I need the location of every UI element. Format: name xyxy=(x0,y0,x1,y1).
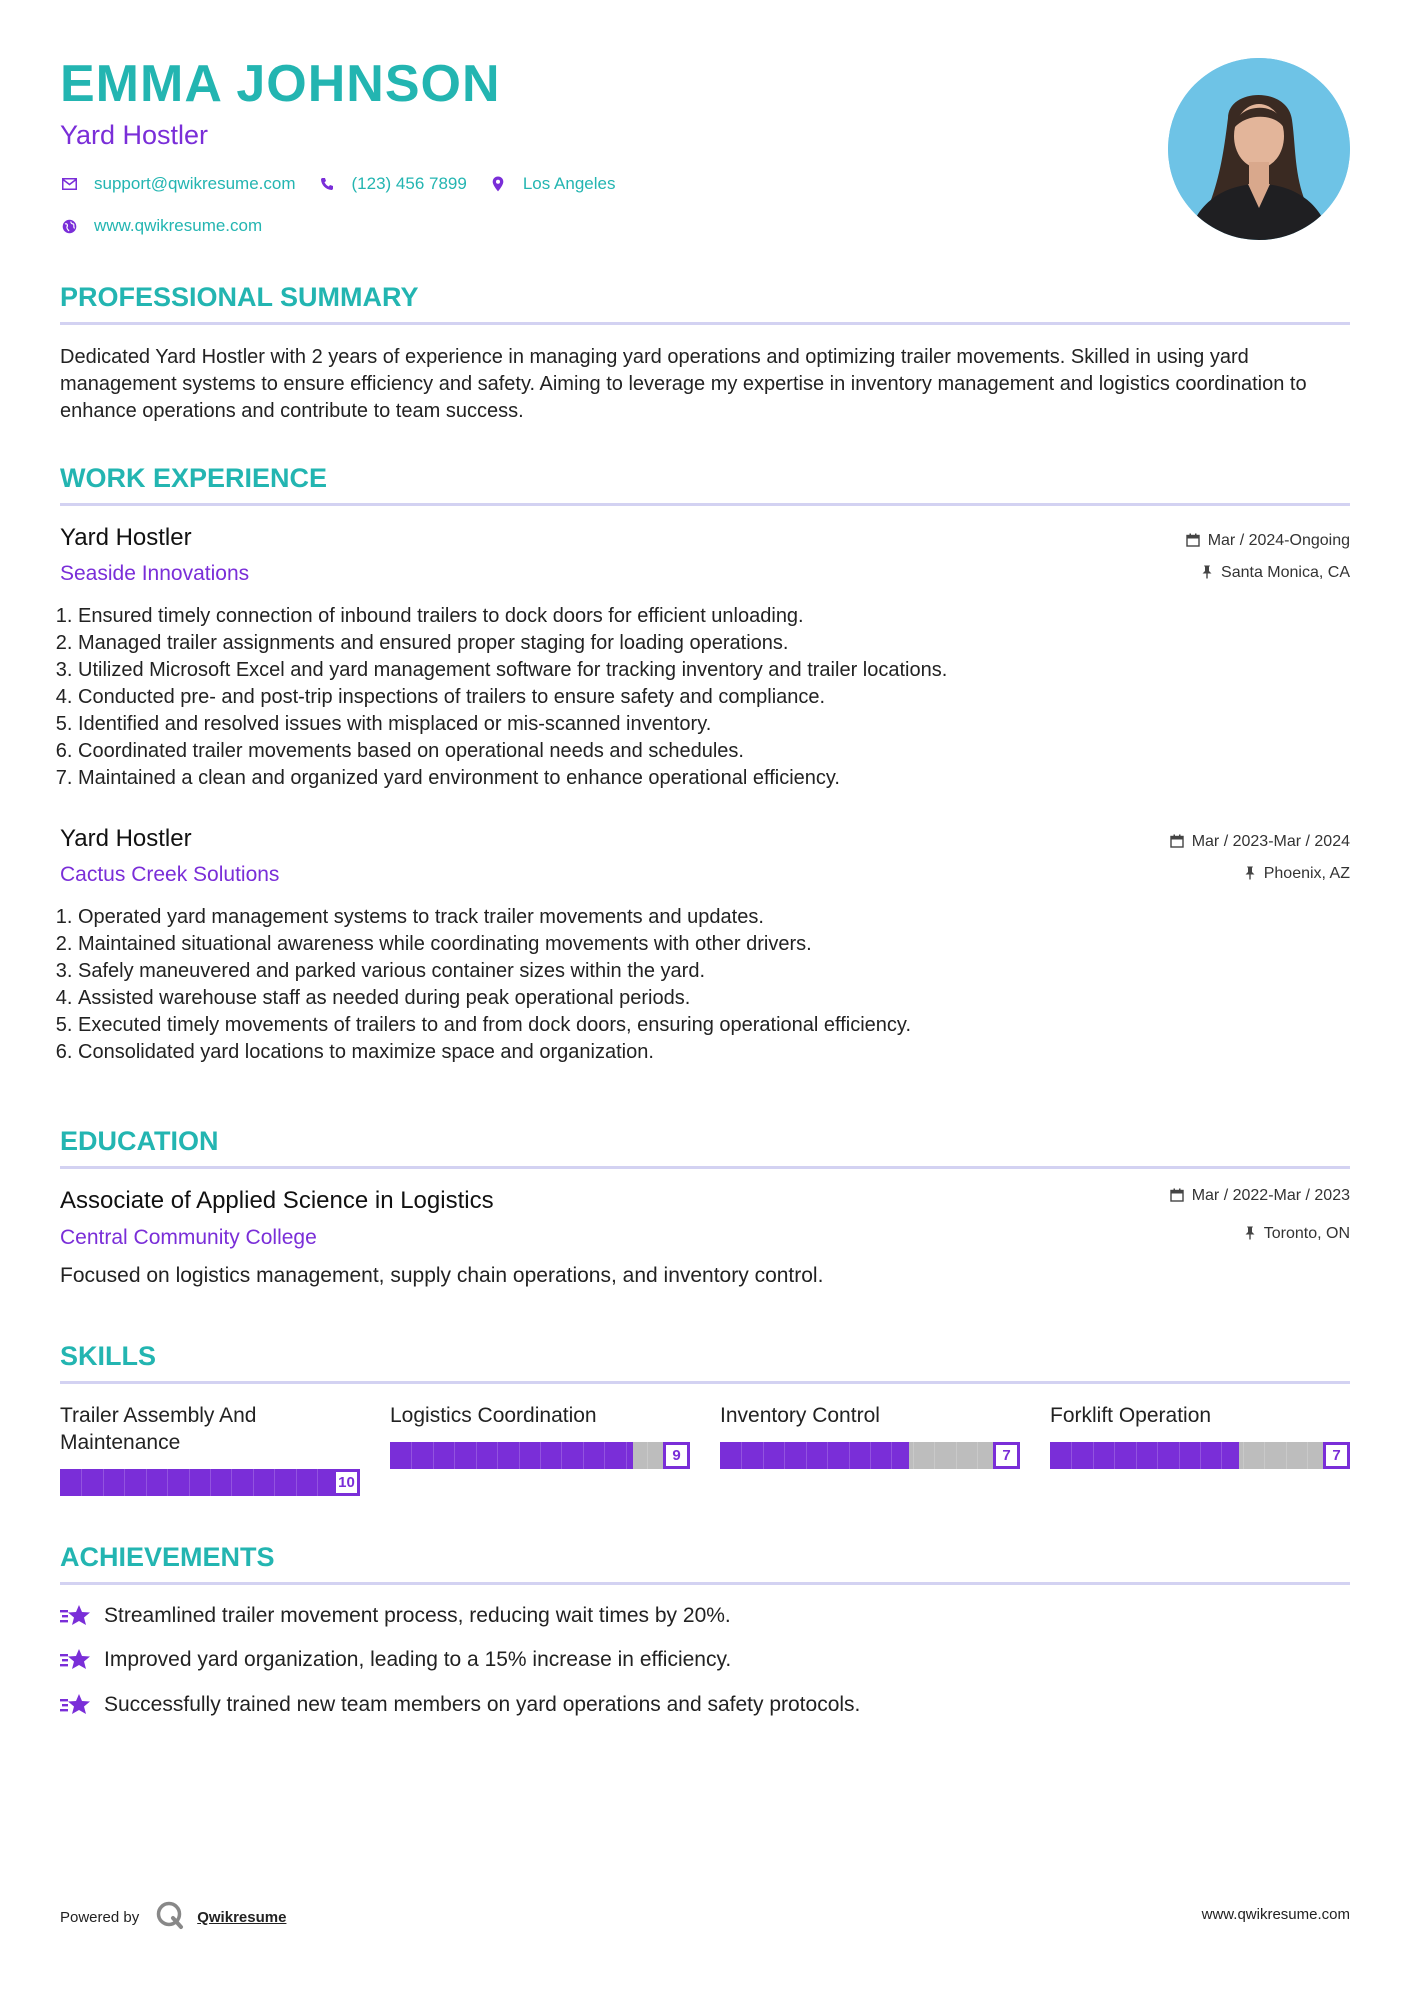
list-item: 2. Managed trailer assignments and ensured proper staging for loading operations. xyxy=(78,630,1328,657)
skill-bar-segment xyxy=(626,1442,627,1469)
map-pin-icon xyxy=(489,176,507,192)
skill-bar xyxy=(60,1469,360,1496)
contact-email[interactable] xyxy=(60,174,296,194)
skill-bar-segment xyxy=(806,1442,807,1469)
list-item: 6. Consolidated yard locations to maximize space and organization. xyxy=(78,1039,1328,1066)
skill-name: Trailer Assembly And Maintenance xyxy=(60,1404,257,1454)
job-bullets xyxy=(54,603,1328,792)
job-bullets xyxy=(54,904,1328,1066)
skill-bar-segment xyxy=(497,1442,498,1469)
skill-bar-segment xyxy=(317,1469,318,1496)
list-item: 4. Assisted warehouse staff as needed during peak operational periods. xyxy=(78,985,1328,1012)
job-location-text: Santa Monica, CA xyxy=(1221,564,1350,581)
skill-bar-segment xyxy=(1093,1442,1094,1469)
skill-bar-segment xyxy=(1243,1442,1244,1469)
email-text: support@qwikresume.com xyxy=(94,174,296,193)
list-item: 1. Operated yard management systems to track trailer movements and updates. xyxy=(78,904,1328,931)
skill-bar-segment xyxy=(1221,1442,1222,1469)
skill-bar-segment xyxy=(296,1469,297,1496)
skill-bar-segment xyxy=(1286,1442,1287,1469)
skill-bar-segment xyxy=(1114,1442,1115,1469)
phone-icon xyxy=(318,177,336,191)
achievement-item xyxy=(60,1603,731,1629)
skill-bar-segment xyxy=(647,1442,648,1469)
skill-bar xyxy=(390,1442,690,1469)
skill-bar-segment xyxy=(934,1442,935,1469)
job-location xyxy=(1201,564,1350,582)
skill-item xyxy=(390,1402,690,1464)
skill-name: Forklift Operation xyxy=(1050,1404,1212,1427)
qwikresume-link[interactable]: Qwikresume xyxy=(197,1908,287,1926)
skill-bar-segment xyxy=(1200,1442,1201,1469)
skill-bar-segment xyxy=(956,1442,957,1469)
achievements-heading: ACHIEVEMENTS xyxy=(60,1542,275,1572)
pushpin-icon xyxy=(1244,866,1256,883)
phone-text: (123) 456 7899 xyxy=(351,174,467,193)
skill-level-badge: 7 xyxy=(993,1442,1020,1469)
skill-bar-fill xyxy=(720,1442,909,1469)
skill-bar-segment xyxy=(253,1469,254,1496)
job-location xyxy=(1244,865,1350,883)
skill-item xyxy=(720,1402,1020,1464)
skills-heading: SKILLS xyxy=(60,1341,157,1371)
skill-bar-segment xyxy=(913,1442,914,1469)
section-divider xyxy=(60,322,1350,325)
achievement-text: Streamlined trailer movement process, reducing wait times by 20%. xyxy=(104,1604,731,1627)
achievement-item xyxy=(60,1692,860,1718)
skill-item xyxy=(1050,1402,1350,1464)
section-divider xyxy=(60,503,1350,506)
skill-bar-segment xyxy=(189,1469,190,1496)
skill-bar-segment xyxy=(583,1442,584,1469)
list-item: 3. Utilized Microsoft Excel and yard management software for tracking inventory and trailer locations. xyxy=(78,657,1328,684)
job-company: Cactus Creek Solutions xyxy=(60,863,280,886)
achievement-text: Successfully trained new team members on yard operations and safety protocols. xyxy=(104,1693,861,1716)
skill-bar-fill xyxy=(1050,1442,1239,1469)
profile-photo xyxy=(1168,58,1350,240)
list-item: 6. Coordinated trailer movements based on operational needs and schedules. xyxy=(78,738,1328,765)
skill-bar-segment xyxy=(977,1442,978,1469)
skill-bar-segment xyxy=(1157,1442,1158,1469)
education-dates xyxy=(1170,1187,1350,1205)
envelope-icon xyxy=(60,178,78,190)
shooting-star-icon xyxy=(60,1692,92,1718)
skill-bar-segment xyxy=(231,1469,232,1496)
job-dates-text: Mar / 2024-Ongoing xyxy=(1207,532,1350,549)
list-item: 5. Executed timely movements of trailers to and from dock doors, ensuring operational efficiency. xyxy=(78,1012,1328,1039)
skill-bar-segment xyxy=(741,1442,742,1469)
location-text: Los Angeles xyxy=(522,174,616,193)
skill-bar-segment xyxy=(519,1442,520,1469)
education-location xyxy=(1244,1225,1350,1243)
contact-phone[interactable] xyxy=(318,174,467,194)
skill-bar-segment xyxy=(167,1469,168,1496)
education-location-text: Toronto, ON xyxy=(1263,1225,1350,1242)
skill-bar-segment xyxy=(1071,1442,1072,1469)
website-row xyxy=(60,216,284,236)
section-divider xyxy=(60,1582,1350,1585)
calendar-icon xyxy=(1186,533,1200,550)
skill-bar-segment xyxy=(763,1442,764,1469)
summary-heading: PROFESSIONAL SUMMARY xyxy=(60,282,419,312)
job-dates-text: Mar / 2023-Mar / 2024 xyxy=(1191,833,1350,850)
candidate-role: Yard Hostler xyxy=(60,120,209,150)
skill-bar-segment xyxy=(561,1442,562,1469)
powered-by-text: Powered by xyxy=(60,1908,140,1926)
contact-row xyxy=(60,174,637,194)
skill-bar-segment xyxy=(1136,1442,1137,1469)
education-heading: EDUCATION xyxy=(60,1126,219,1156)
skill-bar-segment xyxy=(849,1442,850,1469)
skill-bar-segment xyxy=(411,1442,412,1469)
education-dates-text: Mar / 2022-Mar / 2023 xyxy=(1191,1187,1350,1204)
skill-bar-segment xyxy=(210,1469,211,1496)
skill-bar xyxy=(1050,1442,1350,1469)
skill-bar-segment xyxy=(454,1442,455,1469)
degree-title: Associate of Applied Science in Logistics xyxy=(60,1187,494,1214)
list-item: 3. Safely maneuvered and parked various container sizes within the yard. xyxy=(78,958,1328,985)
pushpin-icon xyxy=(1244,1226,1256,1243)
skill-bar-segment xyxy=(1307,1442,1308,1469)
skill-bar-segment xyxy=(146,1469,147,1496)
skill-bar-segment xyxy=(103,1469,104,1496)
achievement-item xyxy=(60,1647,731,1673)
section-divider xyxy=(60,1381,1350,1384)
skill-bar-segment xyxy=(476,1442,477,1469)
shooting-star-icon xyxy=(60,1603,92,1629)
skill-bar-segment xyxy=(1264,1442,1265,1469)
skill-item xyxy=(60,1402,360,1491)
skill-bar xyxy=(720,1442,1020,1469)
skill-level-badge: 7 xyxy=(1323,1442,1350,1469)
calendar-icon xyxy=(1170,1188,1184,1205)
list-item: 4. Conducted pre- and post-trip inspections of trailers to ensure safety and compliance. xyxy=(78,684,1328,711)
qwikresume-logo-icon xyxy=(155,1900,185,1934)
skill-bar-segment xyxy=(81,1469,82,1496)
skill-bar-segment xyxy=(891,1442,892,1469)
candidate-name: EMMA JOHNSON xyxy=(60,55,501,113)
globe-icon xyxy=(60,219,78,234)
section-divider xyxy=(60,1166,1350,1169)
skill-name: Logistics Coordination xyxy=(390,1404,597,1427)
job-dates xyxy=(1186,532,1350,550)
skill-bar-segment xyxy=(1179,1442,1180,1469)
achievement-text: Improved yard organization, leading to a 15% increase in efficiency. xyxy=(104,1648,732,1671)
calendar-icon xyxy=(1170,834,1184,851)
skill-bar-fill xyxy=(390,1442,633,1469)
experience-heading: WORK EXPERIENCE xyxy=(60,463,328,493)
skill-name: Inventory Control xyxy=(720,1404,880,1427)
summary-text: Dedicated Yard Hostler with 2 years of experience in managing yard operations and optimizing trailer movements. Skilled in using yard management systems to ensure efficiency and safety. Aiming to leverage my expertise in inventory management and logistics coordination to enhance operations and contribute to team success. xyxy=(60,346,1307,422)
skill-bar-segment xyxy=(274,1469,275,1496)
footer-website-link[interactable]: www.qwikresume.com xyxy=(1201,1906,1350,1923)
website-text: www.qwikresume.com xyxy=(94,216,263,235)
list-item: 2. Maintained situational awareness while coordinating movements with other drivers. xyxy=(78,931,1328,958)
job-title: Yard Hostler xyxy=(60,825,192,852)
job-title: Yard Hostler xyxy=(60,524,192,551)
skill-bar-segment xyxy=(827,1442,828,1469)
job-dates xyxy=(1170,833,1350,851)
contact-website[interactable] xyxy=(60,216,262,236)
skill-level-badge: 10 xyxy=(333,1469,360,1496)
skill-level-badge: 9 xyxy=(663,1442,690,1469)
skill-bar-segment xyxy=(433,1442,434,1469)
skill-bar-segment xyxy=(870,1442,871,1469)
list-item: 1. Ensured timely connection of inbound trailers to dock doors for efficient unloading. xyxy=(78,603,1328,630)
skill-bar-segment xyxy=(540,1442,541,1469)
skill-bar-segment xyxy=(784,1442,785,1469)
skill-bar-segment xyxy=(124,1469,125,1496)
list-item: 5. Identified and resolved issues with misplaced or mis-scanned inventory. xyxy=(78,711,1328,738)
skill-bar-segment xyxy=(604,1442,605,1469)
job-location-text: Phoenix, AZ xyxy=(1263,865,1350,882)
contact-location xyxy=(489,174,616,194)
school-name: Central Community College xyxy=(60,1226,317,1249)
footer-powered-by xyxy=(60,1900,286,1934)
shooting-star-icon xyxy=(60,1647,92,1673)
pushpin-icon xyxy=(1201,565,1213,582)
education-description: Focused on logistics management, supply chain operations, and inventory control. xyxy=(60,1264,824,1287)
list-item: 7. Maintained a clean and organized yard environment to enhance operational efficiency. xyxy=(78,765,1328,792)
job-company: Seaside Innovations xyxy=(60,562,250,585)
